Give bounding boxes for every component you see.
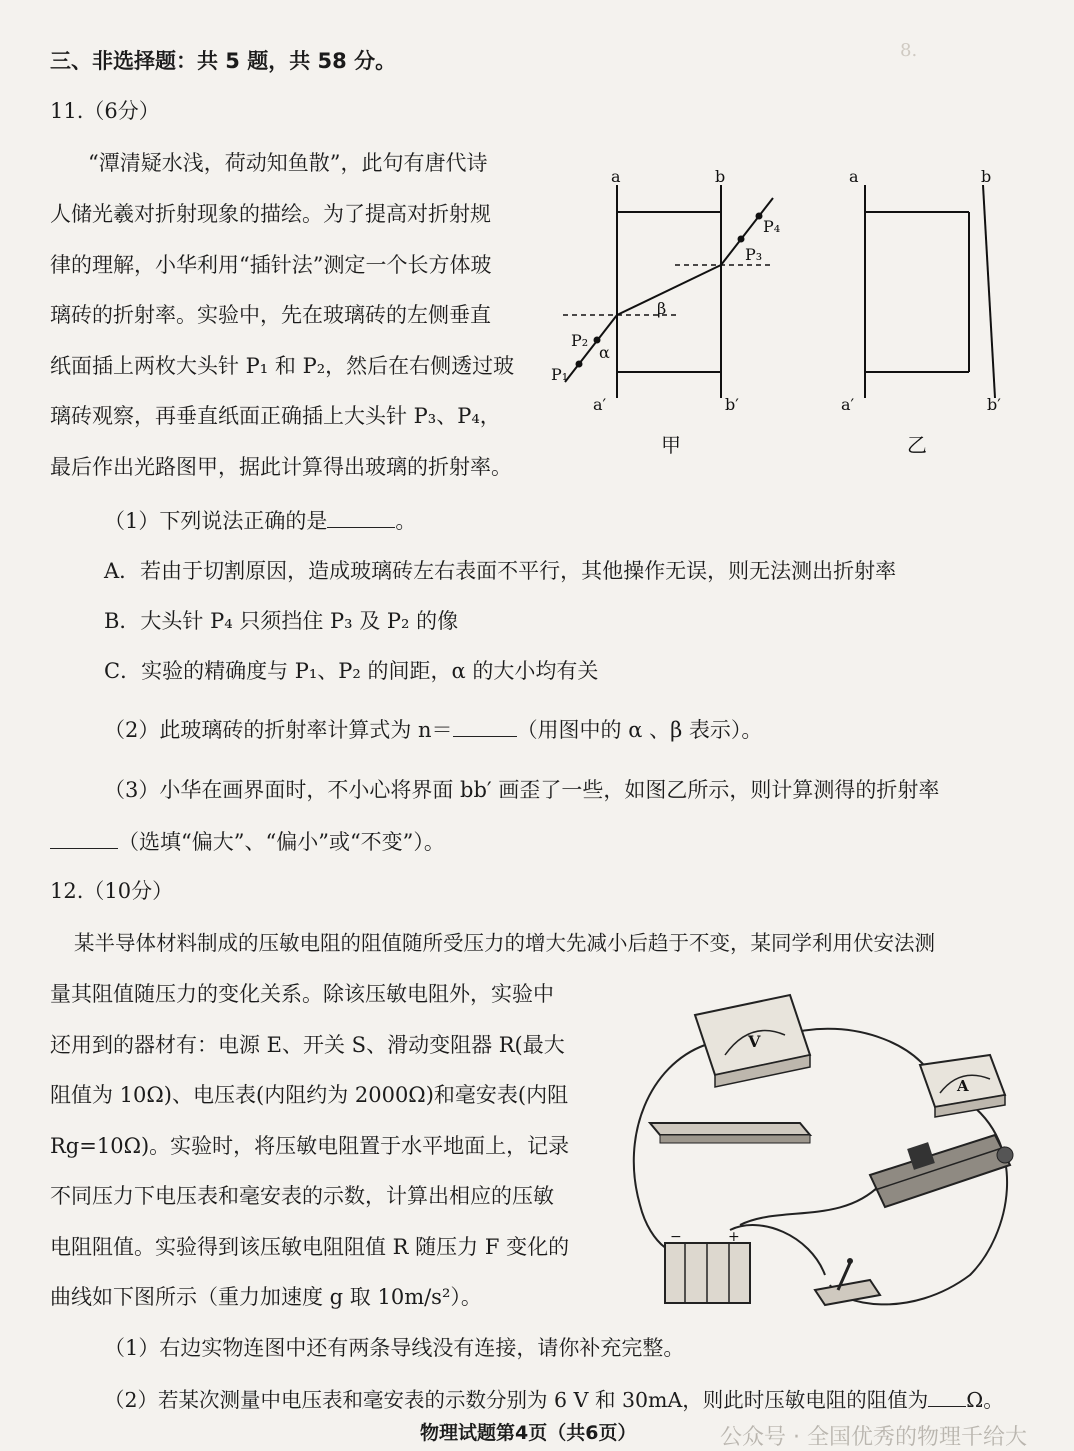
q11-sub1-text: （1）下列说法正确的是 [104, 509, 328, 533]
q12-number: 12.（10分） [50, 879, 174, 903]
fig-jia-label-alpha: α [599, 343, 610, 362]
section-heading: 三、非选择题：共 5 题，共 58 分。 [50, 49, 397, 73]
ammeter-icon [920, 1055, 1005, 1117]
fig-yi-caption: 乙 [907, 433, 927, 457]
svg-text:−: − [670, 1229, 682, 1245]
q11-sub3-text: （选填“偏大”、“偏小”或“不变”）。 [118, 830, 445, 854]
fig-jia-label-b-prime: b′ [725, 395, 739, 414]
q11-intro-line-4: 璃砖的折射率。实验中，先在玻璃砖的左侧垂直 [50, 303, 491, 327]
q11-sub1 [104, 505, 416, 536]
fig-jia-pin-p4 [756, 213, 763, 220]
q12-intro-line-8: 曲线如下图所示（重力加速度 g 取 10m/s²）。 [50, 1285, 482, 1309]
fig-yi-label-a: a [849, 167, 859, 186]
q12-sub2-text: （2）若某次测量中电压表和毫安表的示数分别为 6 V 和 30mA，则此时压敏电阻的阻值为 [104, 1388, 929, 1412]
fig-jia-label-a: a [611, 167, 621, 186]
fig-jia-pin-p3 [738, 236, 745, 243]
q12-intro-line-7: 电阻阻值。实验得到该压敏电阻阻值 R 随压力 F 变化的 [50, 1235, 570, 1259]
q11-sub1-answer-blank[interactable] [327, 505, 395, 528]
q11-sub2-post: （用图中的 α 、β 表示）。 [516, 718, 763, 742]
fig-jia-label-p4: P₄ [763, 217, 781, 236]
svg-text:+: + [728, 1229, 740, 1245]
fig-jia-pin-p1 [576, 361, 583, 368]
q11-sub3-answer-blank[interactable] [50, 826, 118, 849]
figure-jia [545, 160, 781, 460]
switch-icon [815, 1258, 880, 1305]
voltmeter-label: V [748, 1032, 761, 1051]
q11-sub3-line-2 [50, 826, 445, 857]
page-footer: 物理试题第4页（共6页） [420, 1422, 637, 1444]
q11-number: 11.（6分） [50, 99, 160, 123]
q12-sub2-answer-blank[interactable] [928, 1384, 966, 1407]
rheostat-icon [870, 1135, 1013, 1207]
q11-sub2-text: （2）此玻璃砖的折射率计算式为 n＝ [104, 718, 453, 742]
q11-sub2 [104, 714, 762, 745]
q12-intro-line-4: 阻值为 10Ω)、电压表(内阻约为 2000Ω)和毫安表(内阻 [50, 1083, 569, 1107]
fig-jia-refracted-ray [617, 265, 721, 315]
fig-jia-label-b: b [715, 167, 726, 186]
q11-option-c: C．实验的精确度与 P₁、P₂ 的间距，α 的大小均有关 [104, 659, 599, 683]
q11-intro-line-2: 人储光羲对折射现象的描绘。为了提高对折射规 [50, 202, 491, 226]
q11-intro-line-6: 璃砖观察，再垂直纸面正确插上大头针 P₃、P₄， [50, 404, 501, 428]
bleed-through-text: 8. [900, 40, 918, 61]
pressure-sensor-icon [650, 1123, 810, 1143]
wire-rheostat [740, 1185, 880, 1225]
q11-sub2-answer-blank[interactable] [453, 714, 517, 737]
fig-jia-label-beta: β [657, 299, 667, 318]
q11-intro-line-1: “潭清疑水浅，荷动知鱼散”，此句有唐代诗 [88, 151, 488, 175]
q12-sub2-post: Ω。 [966, 1388, 1004, 1412]
fig-yi-label-a-prime: a′ [841, 395, 855, 414]
fig-yi-label-b-prime: b′ [987, 395, 1001, 414]
q12-intro-line-1: 某半导体材料制成的压敏电阻的阻值随所受压力的增大先减小后趋于不变，某同学利用伏安法测 [74, 931, 935, 955]
q12-intro-line-3: 还用到的器材有：电源 E、开关 S、滑动变阻器 R(最大 [50, 1033, 565, 1057]
q11-option-b: B．大头针 P₄ 只须挡住 P₃ 及 P₂ 的像 [104, 609, 459, 633]
fig-jia-label-a-prime: a′ [593, 395, 607, 414]
q11-intro-line-7: 最后作出光路图甲，据此计算得出玻璃的折射率。 [50, 455, 512, 479]
wire-voltmeter-left [634, 1045, 705, 1253]
q11-option-a: A．若由于切割原因，造成玻璃砖左右表面不平行，其他操作无误，则无法测出折射率 [104, 559, 897, 583]
circuit-diagram [610, 975, 1030, 1320]
fig-yi-label-b: b [981, 167, 992, 186]
q12-sub1: （1）右边实物连图中还有两条导线没有连接，请你补充完整。 [104, 1336, 685, 1360]
voltmeter-icon [695, 995, 810, 1087]
watermark: 公众号 · 全国优秀的物理千给大 [720, 1425, 1027, 1450]
fig-jia-label-p1: P₁ [551, 365, 569, 384]
q11-sub1-end: 。 [395, 509, 417, 533]
q12-intro-line-5: Rg=10Ω)。实验时，将压敏电阻置于水平地面上，记录 [50, 1134, 570, 1158]
figure-yi [835, 160, 1005, 460]
fig-jia-label-p3: P₃ [745, 245, 763, 264]
q12-intro-line-2: 量其阻值随压力的变化关系。除该压敏电阻外，实验中 [50, 982, 554, 1006]
q12-intro-line-6: 不同压力下电压表和毫安表的示数，计算出相应的压敏 [50, 1184, 554, 1208]
q11-sub3-line-1: （3）小华在画界面时，不小心将界面 bb′ 画歪了一些，如图乙所示，则计算测得的折射率 [104, 778, 940, 802]
fig-jia-caption: 甲 [661, 433, 681, 457]
q12-sub2 [104, 1384, 1004, 1415]
battery-icon [665, 1229, 750, 1303]
fig-jia-label-p2: P₂ [571, 331, 589, 350]
fig-yi-line-bb-tilted [983, 185, 995, 398]
q11-intro-line-5: 纸面插上两枚大头针 P₁ 和 P₂，然后在右侧透过玻 [50, 354, 515, 378]
q11-intro-line-3: 律的理解，小华利用“插针法”测定一个长方体玻 [50, 253, 492, 277]
ammeter-label: A [957, 1077, 969, 1095]
